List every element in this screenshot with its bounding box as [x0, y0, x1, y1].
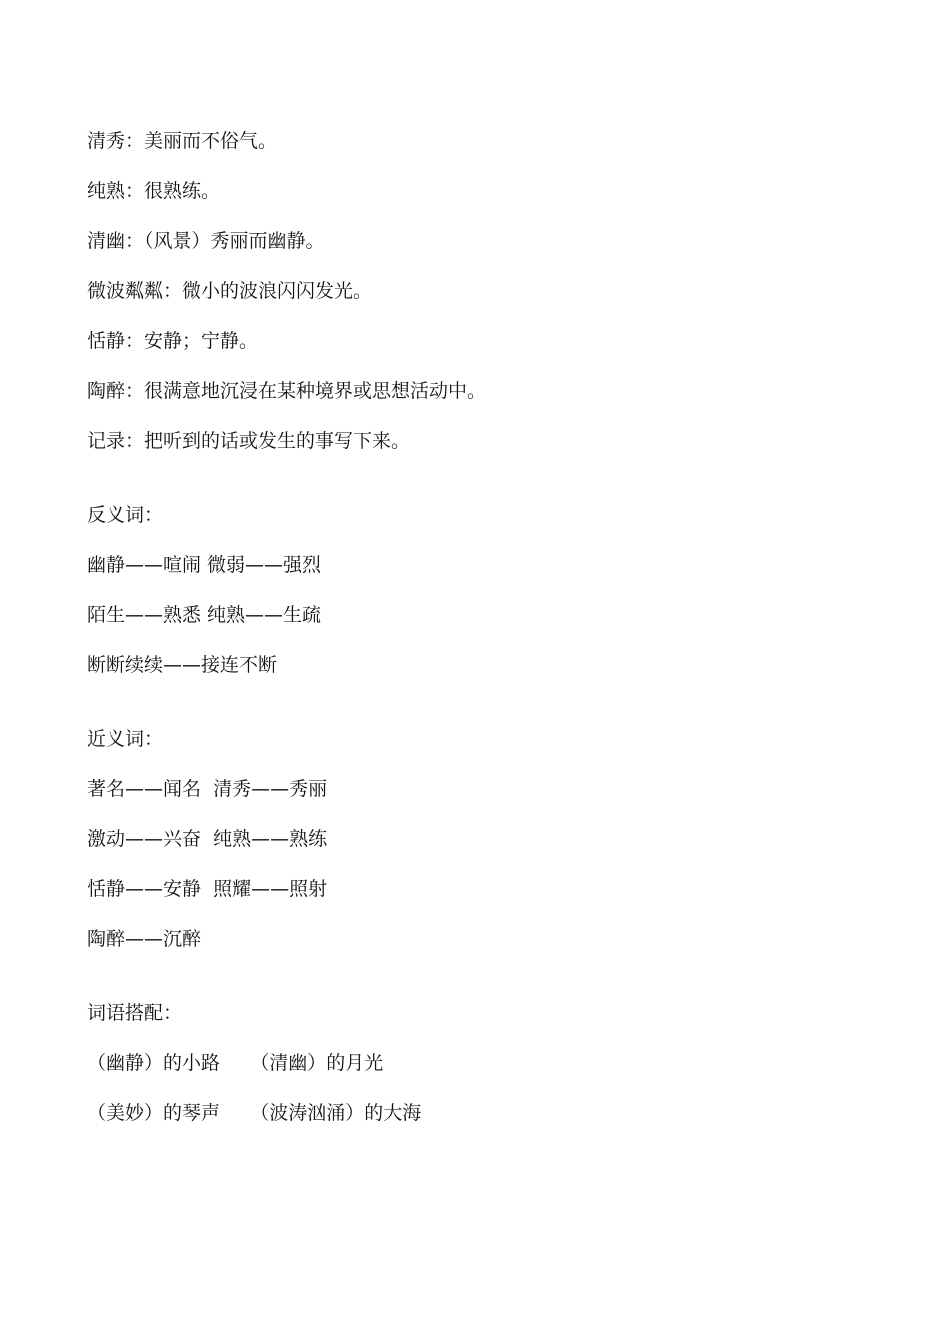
definition-line: 清幽：（风景）秀丽而幽静。 — [87, 230, 325, 252]
definition-line: 记录：把听到的话或发生的事写下来。 — [87, 430, 411, 452]
antonyms-section — [87, 498, 887, 682]
collocations-title: 词语搭配： — [87, 1002, 183, 1024]
collocation-row: （幽静）的小路 （清幽）的月光 — [87, 1052, 384, 1074]
collocations-section — [87, 996, 887, 1130]
synonym-row: 陶醉——沉醉 — [87, 928, 202, 950]
definitions-section — [87, 124, 887, 458]
definition-line: 陶醉：很满意地沉浸在某种境界或思想活动中。 — [87, 380, 487, 402]
synonym-row: 恬静——安静 照耀——照射 — [87, 878, 328, 900]
synonyms-title: 近义词： — [87, 728, 164, 750]
antonyms-title: 反义词： — [87, 504, 164, 526]
collocation-row: （美妙）的琴声 （波涛汹涌）的大海 — [87, 1102, 422, 1124]
document-page — [87, 124, 887, 1130]
synonym-row: 著名——闻名 清秀——秀丽 — [87, 778, 328, 800]
definition-line: 清秀：美丽而不俗气。 — [87, 130, 278, 152]
synonyms-section — [87, 722, 887, 956]
antonym-row: 幽静——喧闹 微弱——强烈 — [87, 554, 322, 576]
definition-line: 微波粼粼：微小的波浪闪闪发光。 — [87, 280, 373, 302]
definition-line: 纯熟：很熟练。 — [87, 180, 221, 202]
antonym-row: 断断续续——接连不断 — [87, 654, 278, 676]
antonym-row: 陌生——熟悉 纯熟——生疏 — [87, 604, 322, 626]
synonym-row: 激动——兴奋 纯熟——熟练 — [87, 828, 328, 850]
definition-line: 恬静：安静；宁静。 — [87, 330, 259, 352]
